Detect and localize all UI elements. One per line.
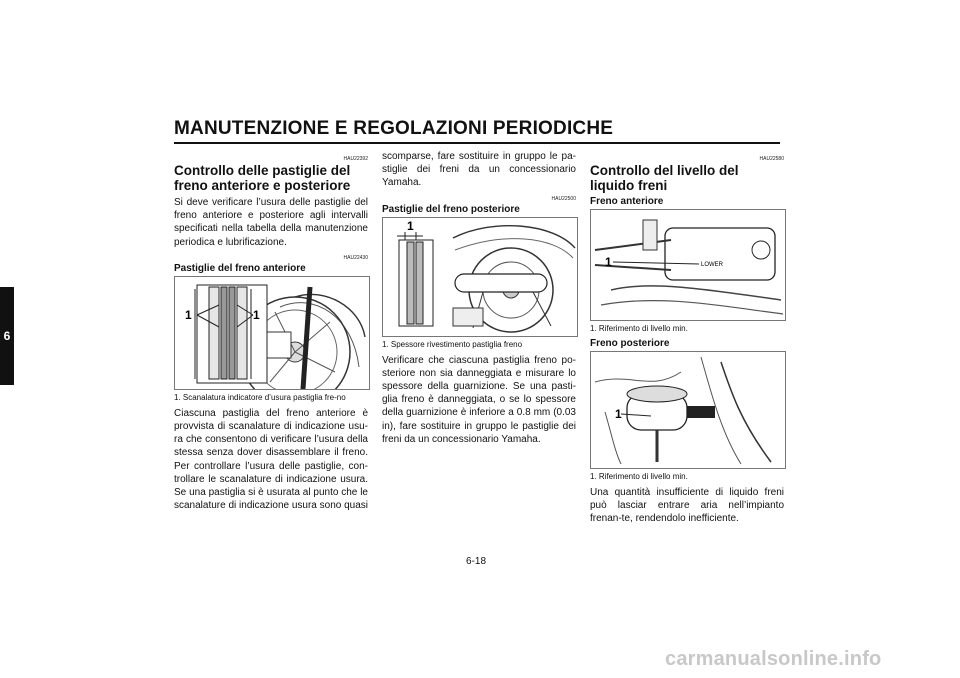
figure-caption: 1. Spessore rivestimento pastiglia freno bbox=[382, 339, 523, 349]
front-reservoir-illustration bbox=[591, 210, 785, 320]
reference-code: HAU22500 bbox=[551, 195, 576, 202]
continuation-paragraph: scomparse, fare sostituire in gruppo le pa-stiglie dei freni da un concessionario Yamaha. bbox=[382, 151, 576, 189]
figure-caption: 1. Riferimento di livello min. bbox=[590, 324, 688, 333]
header-rule bbox=[174, 142, 780, 144]
figure-callout-left: 1 bbox=[185, 307, 192, 322]
rear-brake-illustration bbox=[383, 218, 577, 336]
column-1 bbox=[174, 150, 368, 512]
figure-callout: 1 bbox=[615, 407, 622, 421]
figure-callout: 1 bbox=[605, 255, 612, 269]
reference-code: HAU22392 bbox=[343, 156, 368, 162]
subheading-front-brake-pads: Pastiglie del freno anteriore bbox=[174, 262, 306, 274]
front-brake-pad-figure bbox=[174, 276, 370, 390]
section-heading-brake-pads: Controllo delle pastiglie del freno anteriore e posteriore bbox=[174, 163, 351, 193]
page-header-title: MANUTENZIONE E REGOLAZIONI PERIODICHE bbox=[174, 118, 614, 139]
column-2 bbox=[382, 150, 576, 446]
lower-mark-label: LOWER bbox=[701, 262, 724, 268]
subheading-rear-brake-pads: Pastiglie del freno posteriore bbox=[382, 203, 520, 215]
rear-reservoir-illustration bbox=[591, 352, 785, 468]
front-brake-illustration bbox=[175, 277, 369, 389]
figure-caption: 1. Riferimento di livello min. bbox=[590, 472, 688, 481]
page-number: 6-18 bbox=[466, 556, 487, 567]
watermark: carmanualsonline.info bbox=[665, 648, 882, 670]
figure-callout-right: 1 bbox=[253, 307, 260, 322]
rear-brake-reservoir-figure bbox=[590, 351, 786, 469]
intro-paragraph: Si deve verificare l’usura delle pastiglie del freno anteriore e posteriore agli intervalli specificati nella tabella della manutenzione periodica e lubrificazione. bbox=[174, 197, 368, 248]
front-brake-reservoir-figure bbox=[590, 209, 786, 321]
figure-callout: 1 bbox=[407, 218, 414, 233]
body-paragraph: Una quantità insufficiente di liquido freni può lasciar entrare aria nell’impianto frenan-te, rendendolo inefficiente. bbox=[590, 487, 784, 525]
reference-code: HAU22580 bbox=[759, 156, 784, 162]
body-paragraph: Ciascuna pastiglia del freno anteriore è provvista di scanalature di indicazione usu-ra che consentono di verificare l’usura della stessa senza dover disassemblare il freno. Per controllare l’usura delle pastiglie, con-trollare le scanalature di indicazione usura. Se una pastiglia si è usurata al punto che le scanalature di indicazione usura sono quasi bbox=[174, 407, 369, 512]
body-paragraph: Verificare che ciascuna pastiglia freno po-steriore non sia danneggiata e misurare lo spessore della guarnizione. Se una pasti-glia freno è danneggiata, o se lo spessore della guarnizione è inferiore a 0.8 mm (0.03 in), fare sostituire in gruppo le pastiglie dei freni da un concessionario Yamaha. bbox=[382, 354, 576, 445]
rear-brake-pad-figure bbox=[382, 217, 578, 337]
chapter-tab: 6 bbox=[0, 287, 14, 385]
figure-caption: 1. Scanalatura indicatore d’usura pastiglia fre-no bbox=[174, 392, 346, 402]
subheading-front-brake: Freno anteriore bbox=[590, 196, 664, 207]
section-heading-brake-fluid: Controllo del livello del liquido freni bbox=[590, 163, 739, 193]
column-3 bbox=[590, 150, 784, 526]
subheading-rear-brake: Freno posteriore bbox=[590, 338, 670, 349]
reference-code: HAU22430 bbox=[343, 254, 368, 261]
